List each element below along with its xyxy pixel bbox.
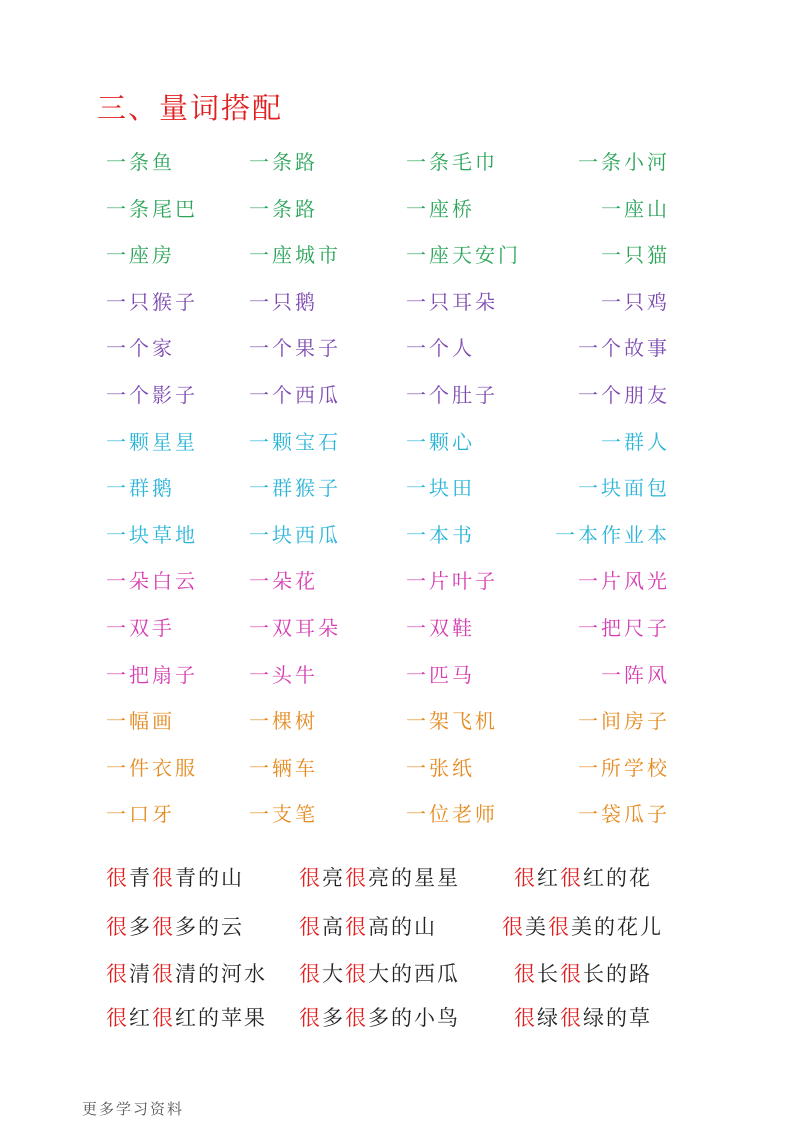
measure-word-phrase: 一条尾巴 [106, 196, 198, 221]
measure-word-phrase: 一幅画 [106, 709, 175, 734]
measure-word-phrase: 一口牙 [106, 802, 175, 827]
measure-word-phrase: 一个人 [406, 336, 475, 361]
measure-word-phrase: 一支笔 [249, 802, 318, 827]
measure-word-phrase: 一个果子 [249, 336, 341, 361]
measure-word-row [0, 705, 793, 737]
measure-word-row [0, 286, 793, 318]
reduplication-phrase: 很大很大的西瓜 [299, 962, 460, 986]
measure-word-phrase: 一座桥 [406, 196, 475, 221]
measure-word-phrase: 一个西瓜 [249, 383, 341, 407]
measure-word-phrase: 一片风光 [578, 569, 670, 594]
measure-word-phrase: 一座房 [106, 243, 175, 268]
measure-word-phrase: 一条鱼 [106, 150, 175, 174]
measure-word-row [0, 519, 793, 551]
reduplication-phrase: 很亮很亮的星星 [299, 866, 460, 890]
measure-word-phrase: 一条路 [249, 150, 318, 174]
measure-word-phrase: 一只猴子 [106, 289, 198, 314]
measure-word-row [0, 798, 793, 830]
measure-word-phrase: 一块面包 [578, 476, 670, 501]
measure-word-phrase: 一匹马 [406, 662, 475, 687]
measure-word-phrase: 一座山 [601, 196, 670, 221]
reduplication-row [0, 1001, 793, 1035]
reduplication-phrase: 很高很高的山 [299, 915, 437, 939]
measure-word-phrase: 一个肚子 [406, 383, 498, 407]
measure-word-phrase: 一头牛 [249, 662, 318, 687]
reduplication-phrase: 很多很多的云 [106, 915, 244, 939]
measure-word-phrase: 一位老师 [406, 802, 498, 827]
reduplication-phrase: 很青很青的山 [106, 866, 244, 890]
reduplication-phrase: 很红很红的苹果 [106, 1006, 267, 1030]
measure-word-phrase: 一只猫 [601, 243, 670, 268]
measure-word-phrase: 一只鸡 [601, 289, 670, 314]
measure-word-phrase: 一条小河 [578, 150, 670, 174]
measure-word-phrase: 一座城市 [249, 243, 341, 268]
measure-word-phrase: 一颗星星 [106, 429, 198, 454]
measure-word-phrase: 一所学校 [578, 755, 670, 780]
measure-word-phrase: 一把扇子 [106, 662, 198, 687]
measure-word-row [0, 146, 793, 178]
measure-word-phrase: 一颗宝石 [249, 429, 341, 454]
measure-word-phrase: 一只耳朵 [406, 289, 498, 314]
reduplication-phrase: 很绿很绿的草 [514, 1006, 652, 1030]
measure-word-phrase: 一座天安门 [406, 243, 521, 268]
measure-word-row [0, 332, 793, 364]
reduplication-phrase: 很美很美的花儿 [502, 915, 663, 939]
measure-word-phrase: 一个朋友 [578, 383, 670, 407]
measure-word-phrase: 一架飞机 [406, 709, 498, 734]
measure-word-phrase: 一棵树 [249, 709, 318, 734]
measure-word-phrase: 一阵风 [601, 662, 670, 687]
measure-word-row [0, 472, 793, 504]
measure-word-phrase: 一条毛巾 [406, 150, 498, 174]
measure-word-phrase: 一块田 [406, 476, 475, 501]
measure-word-phrase: 一群鹅 [106, 476, 175, 501]
reduplication-row [0, 861, 793, 895]
measure-word-row [0, 426, 793, 458]
measure-word-phrase: 一双耳朵 [249, 616, 341, 640]
measure-word-phrase: 一袋瓜子 [578, 802, 670, 827]
reduplication-phrase: 很红很红的花 [514, 866, 652, 890]
measure-word-phrase: 一群人 [601, 429, 670, 454]
measure-word-phrase: 一朵花 [249, 569, 318, 594]
measure-word-row [0, 193, 793, 225]
measure-word-phrase: 一辆车 [249, 755, 318, 780]
measure-word-row [0, 239, 793, 271]
measure-word-phrase: 一个故事 [578, 336, 670, 361]
measure-word-phrase: 一本作业本 [555, 522, 670, 547]
measure-word-row [0, 612, 793, 644]
reduplication-row [0, 957, 793, 991]
measure-word-phrase: 一把尺子 [578, 616, 670, 640]
measure-word-phrase: 一个影子 [106, 383, 198, 407]
measure-word-phrase: 一件衣服 [106, 755, 198, 780]
footer-text: 更多学习资料 [82, 1100, 185, 1118]
measure-word-row [0, 752, 793, 784]
measure-word-phrase: 一间房子 [578, 709, 670, 734]
measure-word-phrase: 一块草地 [106, 522, 198, 547]
measure-word-phrase: 一双鞋 [406, 616, 475, 640]
section-title: 三、量词搭配 [97, 91, 284, 125]
reduplication-row [0, 910, 793, 944]
measure-word-phrase: 一朵白云 [106, 569, 198, 594]
measure-word-phrase: 一颗心 [406, 429, 475, 454]
measure-word-phrase: 一群猴子 [249, 476, 341, 501]
measure-word-phrase: 一条路 [249, 196, 318, 221]
measure-word-row [0, 659, 793, 691]
measure-word-row [0, 379, 793, 411]
reduplication-phrase: 很清很清的河水 [106, 962, 267, 986]
measure-word-phrase: 一张纸 [406, 755, 475, 780]
measure-word-phrase: 一个家 [106, 336, 175, 361]
measure-word-phrase: 一块西瓜 [249, 522, 341, 547]
measure-word-phrase: 一本书 [406, 522, 475, 547]
measure-word-phrase: 一片叶子 [406, 569, 498, 594]
measure-word-phrase: 一只鹅 [249, 289, 318, 314]
measure-word-phrase: 一双手 [106, 616, 175, 640]
measure-word-row [0, 565, 793, 597]
reduplication-phrase: 很长很长的路 [514, 962, 652, 986]
reduplication-phrase: 很多很多的小鸟 [299, 1006, 460, 1030]
